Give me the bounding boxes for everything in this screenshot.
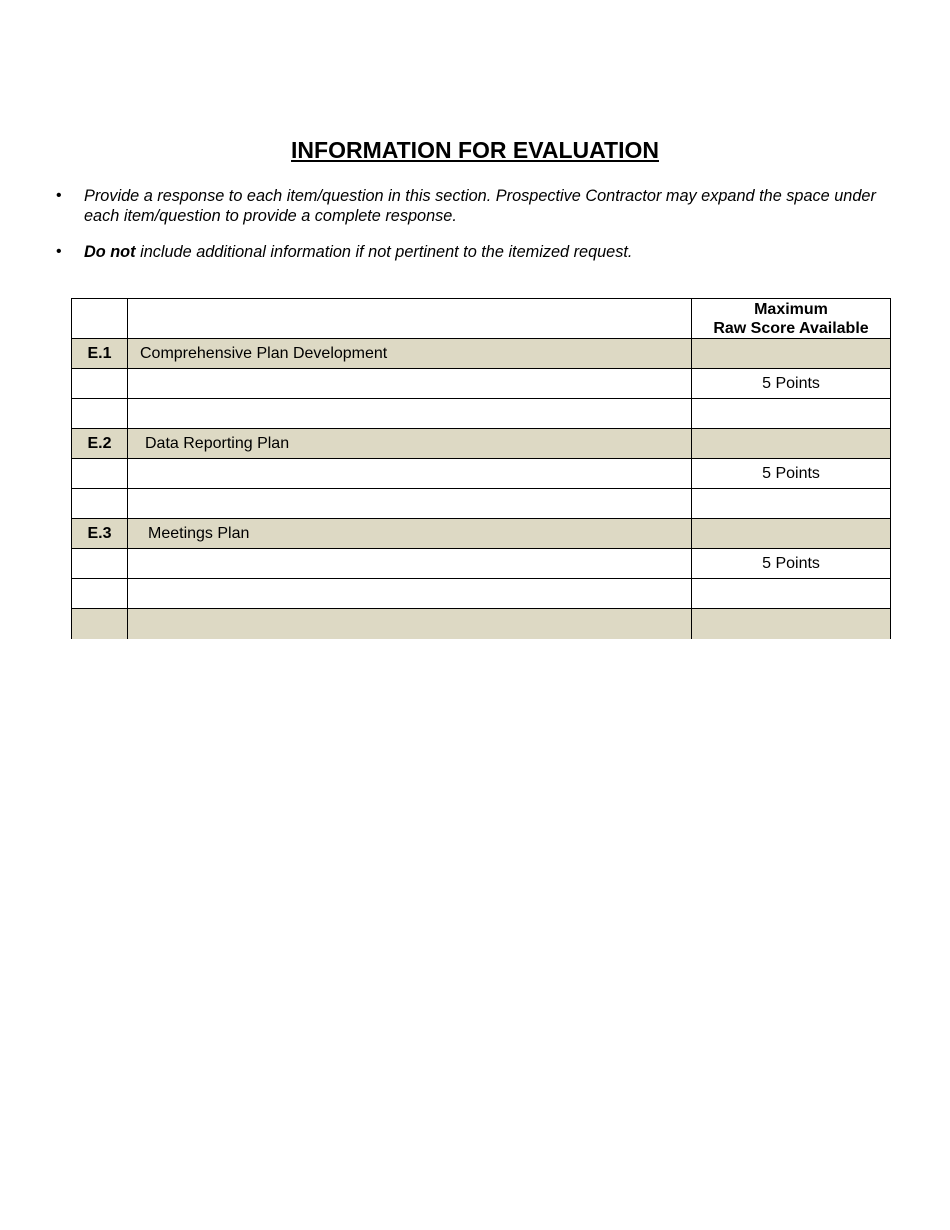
response-cell[interactable] (128, 369, 692, 399)
table-header-row (72, 299, 891, 339)
item-spacer-row (72, 579, 891, 609)
response-cell[interactable] (128, 459, 692, 489)
item-title-row (72, 519, 891, 549)
item-spacer-row (72, 489, 891, 519)
item-points: 5 Points (692, 549, 891, 579)
item-score-header-cell (692, 519, 891, 549)
table-footer-row (72, 609, 891, 639)
item-title-row (72, 339, 891, 369)
blank-cell (72, 609, 128, 639)
header-description-cell (128, 299, 692, 339)
item-title: Data Reporting Plan (128, 429, 692, 459)
bullet-icon: • (56, 243, 62, 260)
response-cell[interactable] (128, 489, 692, 519)
blank-cell (72, 579, 128, 609)
instruction-text: Provide a response to each item/question in this section. Prospective Contractor may expand the space under each item/question to provide a complete response. (84, 187, 876, 225)
header-score-cell (692, 299, 891, 339)
response-cell[interactable] (128, 579, 692, 609)
item-response-row (72, 369, 891, 399)
score-header-line1: Maximum (754, 300, 828, 318)
item-points: 5 Points (692, 369, 891, 399)
item-spacer-row (72, 399, 891, 429)
item-id: E.2 (72, 429, 128, 459)
blank-cell (128, 609, 692, 639)
item-id: E.1 (72, 339, 128, 369)
item-title-row (72, 429, 891, 459)
score-header-line2: Raw Score Available (713, 319, 869, 337)
item-id: E.3 (72, 519, 128, 549)
response-cell[interactable] (128, 549, 692, 579)
item-points: 5 Points (692, 459, 891, 489)
item-score-header-cell (692, 339, 891, 369)
instructions-list (50, 186, 890, 278)
bullet-icon: • (56, 187, 62, 204)
blank-cell (72, 369, 128, 399)
blank-cell (72, 399, 128, 429)
item-score-header-cell (692, 429, 891, 459)
item-title: Comprehensive Plan Development (128, 339, 692, 369)
blank-cell (692, 489, 891, 519)
blank-cell (692, 609, 891, 639)
instruction-bold-prefix: Do not (84, 243, 136, 261)
item-title: Meetings Plan (128, 519, 692, 549)
instruction-item (50, 242, 890, 262)
instruction-item (50, 186, 890, 226)
item-response-row (72, 549, 891, 579)
evaluation-table (71, 298, 891, 639)
blank-cell (72, 549, 128, 579)
header-id-cell (72, 299, 128, 339)
response-cell[interactable] (128, 399, 692, 429)
instruction-text: include additional information if not pertinent to the itemized request. (135, 243, 633, 261)
blank-cell (692, 579, 891, 609)
item-response-row (72, 459, 891, 489)
blank-cell (72, 489, 128, 519)
blank-cell (72, 459, 128, 489)
page-title: INFORMATION FOR EVALUATION (291, 137, 659, 163)
blank-cell (692, 399, 891, 429)
